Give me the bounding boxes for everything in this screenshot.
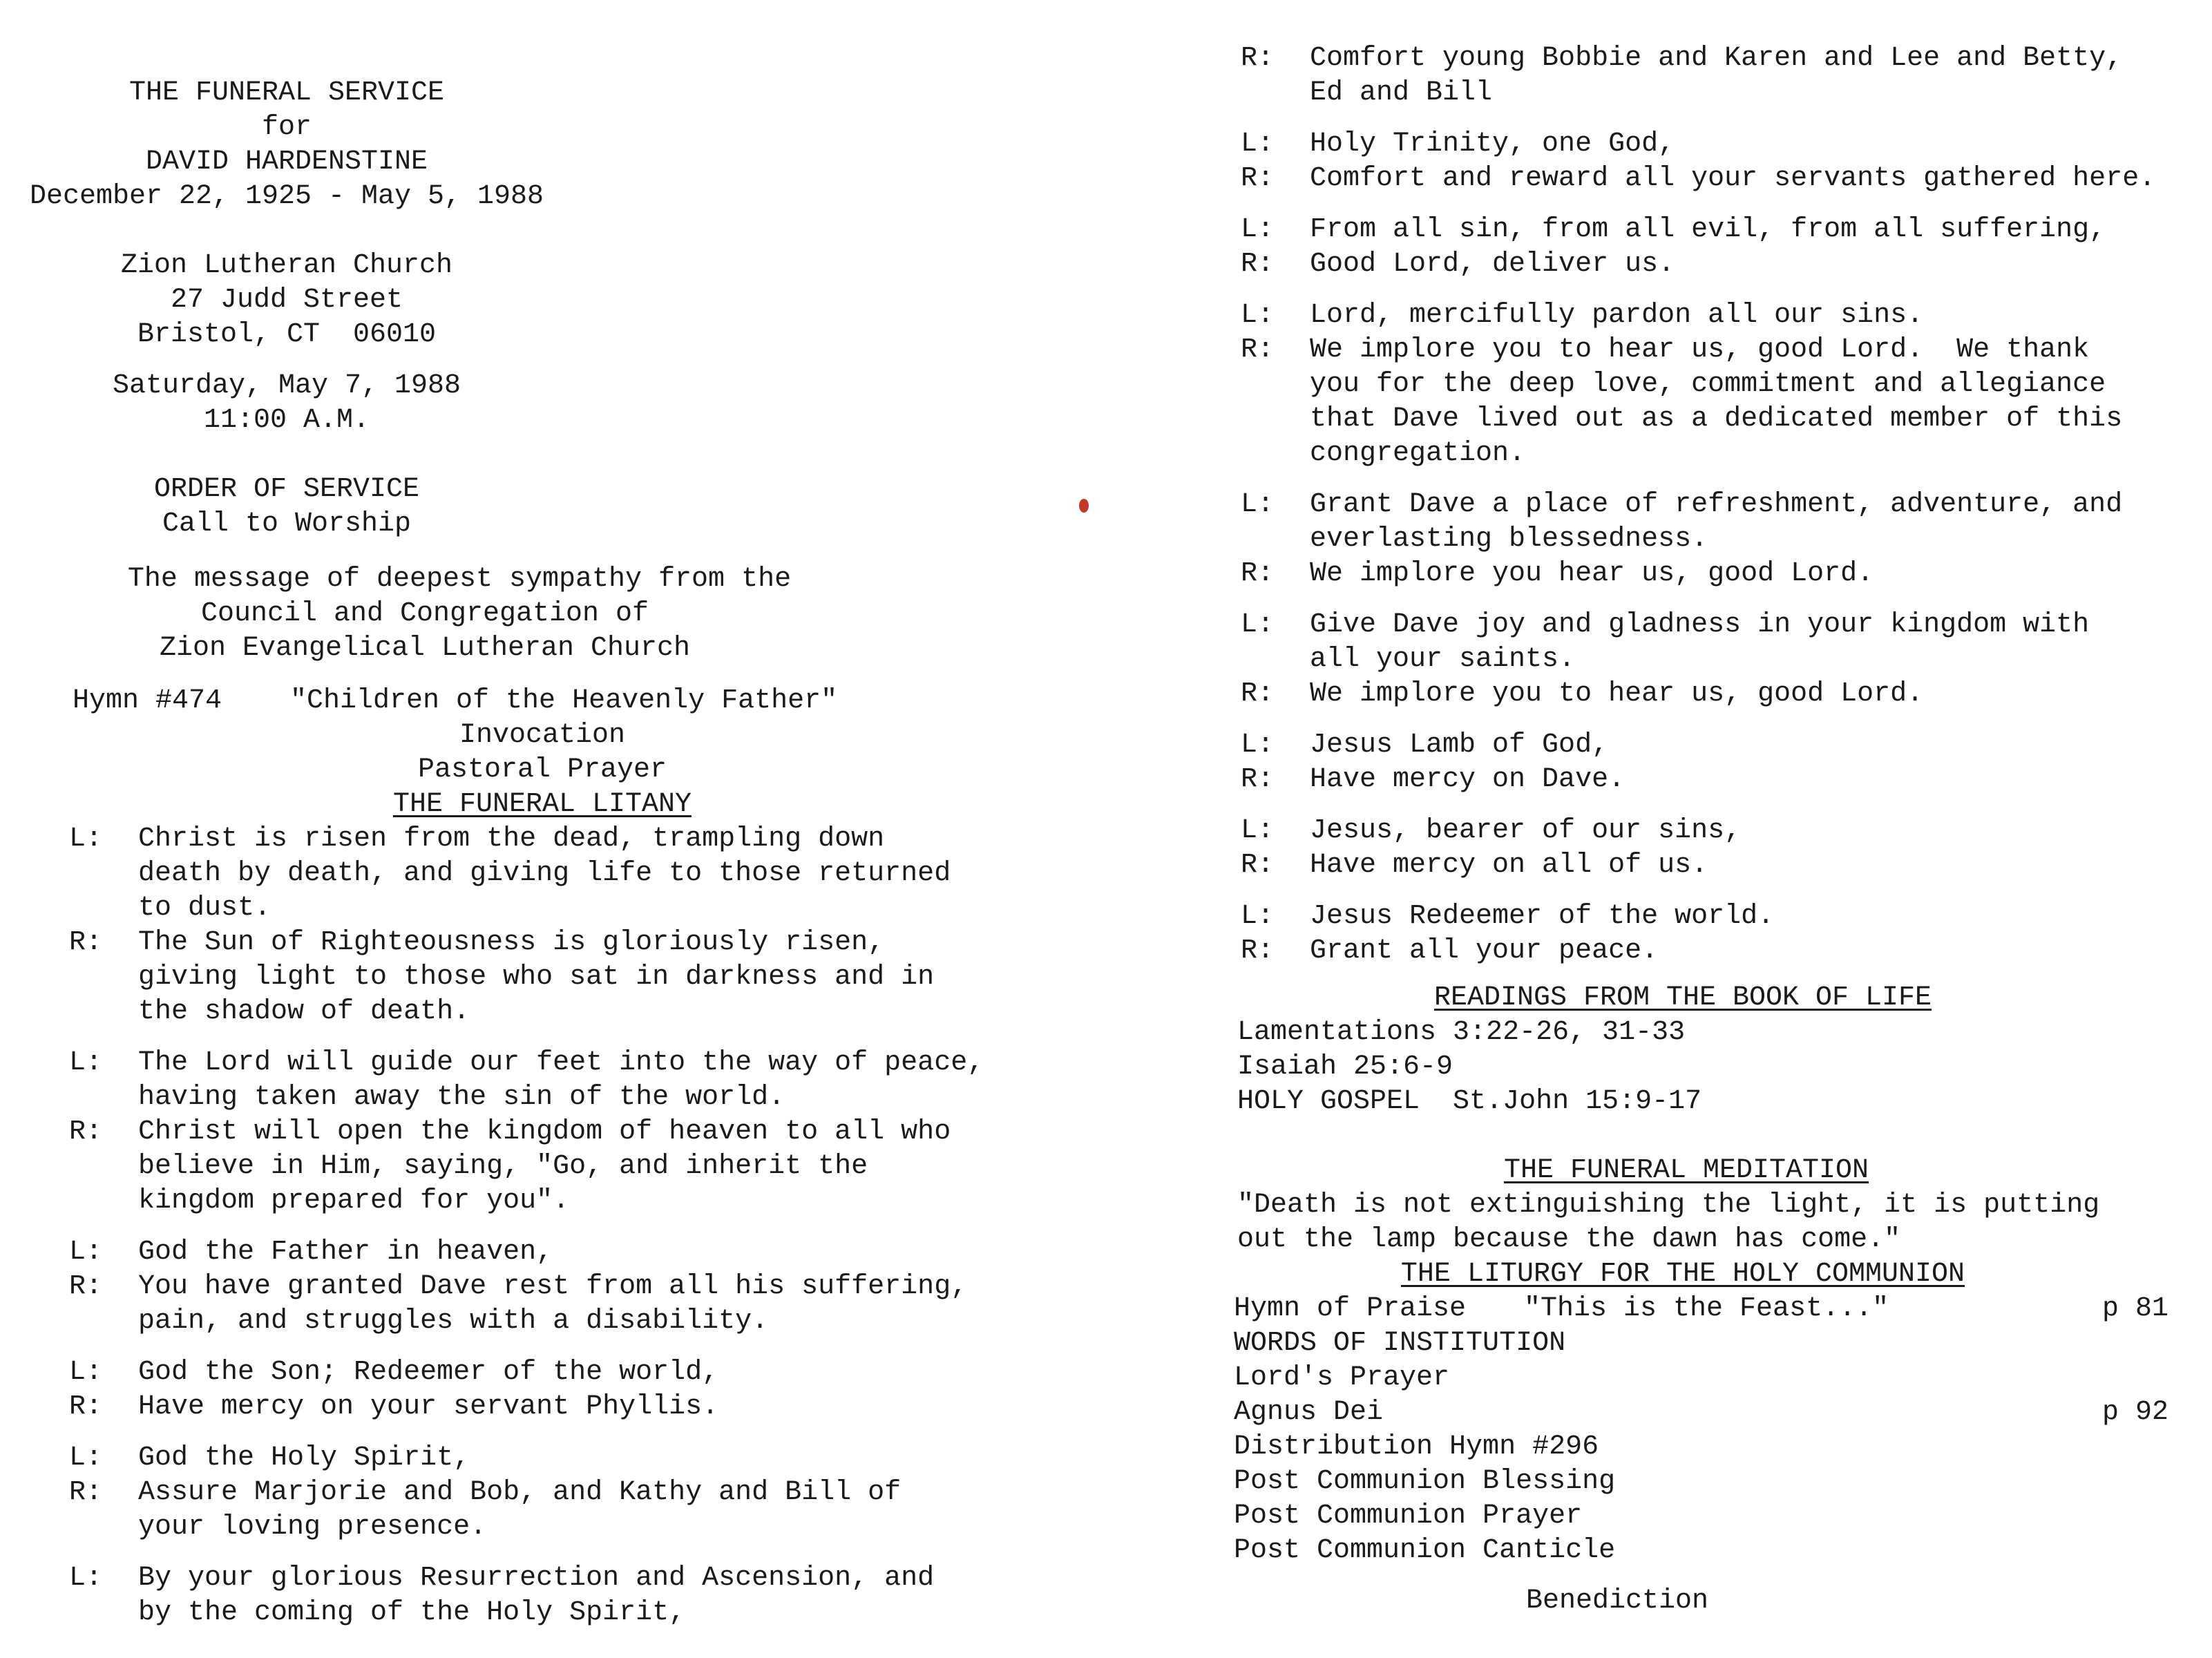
litany-line: We implore you hear us, good Lord. bbox=[1310, 558, 1874, 589]
litany-entry bbox=[1241, 934, 2208, 969]
litany-line: to dust. bbox=[138, 893, 271, 924]
litany-right bbox=[1241, 41, 2208, 969]
litany-line: giving light to those who sat in darkness and in bbox=[138, 962, 935, 993]
church-city: Bristol, CT 06010 bbox=[137, 319, 437, 350]
litany-line: Ed and Bill bbox=[1310, 77, 1493, 108]
speaker-label: R: bbox=[1241, 43, 1275, 74]
speaker-label: L: bbox=[1241, 901, 1275, 932]
litany-line: Christ will open the kingdom of heaven to all who bbox=[138, 1116, 951, 1147]
litany-entry bbox=[69, 1355, 1071, 1390]
service-for: for bbox=[261, 112, 312, 143]
speaker-label: R: bbox=[69, 1391, 103, 1422]
litany-entry bbox=[1241, 162, 2208, 196]
litany-entry bbox=[1241, 333, 2208, 471]
litany-line: Have mercy on your servant Phyllis. bbox=[138, 1391, 719, 1422]
speaker-label: R: bbox=[1241, 334, 1275, 365]
order-of-service bbox=[0, 473, 573, 542]
litany-line: Jesus Lamb of God, bbox=[1310, 730, 1609, 761]
litany-line: From all sin, from all evil, from all suffering, bbox=[1310, 214, 2106, 245]
litany-entry bbox=[69, 926, 1071, 1029]
litany-entry bbox=[1241, 814, 2208, 848]
ink-speck bbox=[1079, 499, 1089, 513]
litany-line: Jesus Redeemer of the world. bbox=[1310, 901, 1775, 932]
speaker-label: R: bbox=[1241, 935, 1275, 966]
speaker-label: R: bbox=[69, 1116, 103, 1147]
post-communion-prayer: Post Communion Prayer bbox=[1234, 1500, 1583, 1532]
reading-item: HOLY GOSPEL St.John 15:9-17 bbox=[1237, 1086, 1702, 1117]
litany-line: the shadow of death. bbox=[138, 996, 470, 1027]
litany-line: Jesus, bearer of our sins, bbox=[1310, 815, 1742, 846]
speaker-label: L: bbox=[1241, 214, 1275, 245]
reading-item: Lamentations 3:22-26, 31-33 bbox=[1237, 1017, 1686, 1048]
litany-entry bbox=[69, 1441, 1071, 1476]
litany-line: your loving presence. bbox=[138, 1512, 487, 1543]
litany-line: Assure Marjorie and Bob, and Kathy and Bill of bbox=[138, 1477, 902, 1508]
invocation: Invocation bbox=[459, 720, 626, 751]
life-dates: December 22, 1925 - May 5, 1988 bbox=[29, 181, 544, 212]
speaker-label: L: bbox=[69, 1047, 103, 1078]
litany-heading-wrap bbox=[0, 788, 1085, 822]
post-communion-blessing: Post Communion Blessing bbox=[1234, 1466, 1616, 1497]
service-title: THE FUNERAL SERVICE bbox=[128, 77, 445, 108]
meditation-quote-line: out the lamp because the dawn has come." bbox=[1237, 1224, 1901, 1255]
communion-heading-wrap bbox=[1234, 1257, 2132, 1292]
litany-line: Good Lord, deliver us. bbox=[1310, 249, 1675, 280]
litany-entry bbox=[69, 1561, 1071, 1630]
litany-line: Comfort and reward all your servants gathered here. bbox=[1310, 163, 2156, 194]
litany-line: The Lord will guide our feet into the way of peace, bbox=[138, 1047, 984, 1078]
litany-entry bbox=[1241, 298, 2208, 333]
speaker-label: L: bbox=[69, 823, 103, 855]
readings-heading: READINGS FROM THE BOOK OF LIFE bbox=[1433, 982, 1932, 1013]
service-datetime bbox=[0, 369, 573, 438]
reading-item: Isaiah 25:6-9 bbox=[1237, 1051, 1453, 1083]
lords-prayer: Lord's Prayer bbox=[1234, 1362, 1450, 1393]
litany-entry bbox=[69, 1235, 1071, 1270]
words-of-institution: WORDS OF INSTITUTION bbox=[1234, 1328, 1566, 1359]
litany-heading: THE FUNERAL LITANY bbox=[392, 789, 692, 820]
speaker-label: L: bbox=[1241, 489, 1275, 520]
litany-line: all your saints. bbox=[1310, 644, 1576, 675]
meditation-quote-line: "Death is not extinguishing the light, it is putting bbox=[1237, 1190, 2100, 1221]
distribution-hymn: Distribution Hymn #296 bbox=[1234, 1431, 1599, 1462]
benediction bbox=[1230, 1584, 2004, 1619]
communion-heading: THE LITURGY FOR THE HOLY COMMUNION bbox=[1400, 1259, 1965, 1290]
litany-line: Grant Dave a place of refreshment, adventure, and bbox=[1310, 489, 2123, 520]
speaker-label: R: bbox=[69, 1271, 103, 1302]
litany-line: God the Son; Redeemer of the world, bbox=[138, 1357, 719, 1388]
litany-line: Christ is risen from the dead, trampling down bbox=[138, 823, 885, 855]
litany-line: Have mercy on all of us. bbox=[1310, 850, 1708, 881]
litany-line: congregation. bbox=[1310, 438, 1526, 469]
church-street: 27 Judd Street bbox=[170, 285, 403, 316]
litany-line: you for the deep love, commitment and allegiance bbox=[1310, 369, 2106, 400]
readings-heading-wrap bbox=[1237, 981, 2128, 1016]
hymn-of-praise-row bbox=[1234, 1292, 2187, 1326]
litany-entry bbox=[1241, 848, 2208, 883]
sympathy-message bbox=[0, 562, 919, 666]
litany-entry bbox=[69, 1390, 1071, 1424]
litany-entry bbox=[69, 1270, 1071, 1339]
speaker-label: L: bbox=[1241, 730, 1275, 761]
litany-line: pain, and struggles with a disability. bbox=[138, 1306, 769, 1337]
pastoral-prayer: Pastoral Prayer bbox=[417, 754, 667, 785]
litany-entry bbox=[69, 1115, 1071, 1219]
litany-line: that Dave lived out as a dedicated member of this bbox=[1310, 403, 2123, 435]
litany-line: Lord, mercifully pardon all our sins. bbox=[1310, 300, 1924, 331]
litany-left bbox=[69, 822, 1071, 1630]
litany-entry bbox=[1241, 763, 2208, 797]
litany-entry bbox=[1241, 677, 2208, 712]
readings-section bbox=[1237, 981, 2135, 1119]
post-communion-canticle: Post Communion Canticle bbox=[1234, 1535, 1616, 1566]
agnus-dei: Agnus Dei bbox=[1234, 1397, 1384, 1428]
litany-line: Comfort young Bobbie and Karen and Lee and Betty, bbox=[1310, 43, 2123, 74]
speaker-label: L: bbox=[1241, 815, 1275, 846]
opening-hymn bbox=[73, 684, 1040, 718]
litany-line: We implore you to hear us, good Lord. We thank bbox=[1310, 334, 2090, 365]
hymn-of-praise-title: "This is the Feast..." bbox=[1524, 1293, 1889, 1324]
litany-entry bbox=[1241, 213, 2208, 247]
litany-line: God the Holy Spirit, bbox=[138, 1442, 470, 1474]
litany-entry bbox=[69, 822, 1071, 926]
hymn-of-praise-label: Hymn of Praise bbox=[1234, 1293, 1467, 1324]
speaker-label: L: bbox=[69, 1357, 103, 1388]
litany-line: kingdom prepared for you". bbox=[138, 1185, 570, 1217]
message-line: Zion Evangelical Lutheran Church bbox=[159, 633, 691, 664]
message-line: Council and Congregation of bbox=[200, 598, 649, 629]
litany-line: We implore you to hear us, good Lord. bbox=[1310, 678, 1924, 709]
litany-line: believe in Him, saying, "Go, and inherit the bbox=[138, 1151, 868, 1182]
speaker-label: R: bbox=[1241, 678, 1275, 709]
hymn-number: Hymn #474 bbox=[73, 685, 222, 716]
speaker-label: R: bbox=[1241, 764, 1275, 795]
agnus-dei-page: p 92 bbox=[2102, 1397, 2169, 1428]
benediction-text: Benediction bbox=[1525, 1585, 1709, 1617]
communion-section bbox=[1234, 1257, 2187, 1568]
litany-line: everlasting blessedness. bbox=[1310, 524, 1708, 555]
meditation-section bbox=[1237, 1154, 2135, 1257]
meditation-heading: THE FUNERAL MEDITATION bbox=[1503, 1155, 1869, 1186]
hymn-of-praise-page: p 81 bbox=[2102, 1293, 2169, 1324]
litany-line: Give Dave joy and gladness in your kingdom with bbox=[1310, 609, 2090, 640]
speaker-label: L: bbox=[69, 1237, 103, 1268]
litany-line: by the coming of the Holy Spirit, bbox=[138, 1597, 686, 1628]
church-name: Zion Lutheran Church bbox=[120, 250, 453, 281]
litany-line: Grant all your peace. bbox=[1310, 935, 1659, 966]
speaker-label: R: bbox=[1241, 850, 1275, 881]
speaker-label: L: bbox=[69, 1563, 103, 1594]
speaker-label: L: bbox=[1241, 128, 1275, 160]
litany-entry bbox=[1241, 557, 2208, 591]
meditation-heading-wrap bbox=[1237, 1154, 2135, 1188]
right-page bbox=[1106, 0, 2212, 1658]
deceased-name: DAVID HARDENSTINE bbox=[145, 146, 428, 178]
litany-entry bbox=[1241, 728, 2208, 763]
message-line: The message of deepest sympathy from the bbox=[127, 564, 792, 595]
call-to-worship: Call to Worship bbox=[162, 508, 412, 540]
litany-entry bbox=[1241, 488, 2208, 557]
order-heading: ORDER OF SERVICE bbox=[153, 474, 420, 505]
litany-entry bbox=[1241, 899, 2208, 934]
litany-entry bbox=[1241, 247, 2208, 282]
prayers bbox=[0, 718, 1085, 822]
speaker-label: L: bbox=[69, 1442, 103, 1474]
speaker-label: R: bbox=[1241, 558, 1275, 589]
hymn-title: "Children of the Heavenly Father" bbox=[290, 685, 838, 716]
service-date: Saturday, May 7, 1988 bbox=[112, 370, 461, 401]
litany-entry bbox=[1241, 608, 2208, 677]
speaker-label: L: bbox=[1241, 300, 1275, 331]
service-header bbox=[0, 76, 573, 214]
litany-entry bbox=[1241, 127, 2208, 162]
litany-line: You have granted Dave rest from all his suffering, bbox=[138, 1271, 968, 1302]
litany-line: Have mercy on Dave. bbox=[1310, 764, 1625, 795]
speaker-label: L: bbox=[1241, 609, 1275, 640]
litany-line: By your glorious Resurrection and Ascension, and bbox=[138, 1563, 935, 1594]
litany-line: God the Father in heaven, bbox=[138, 1237, 553, 1268]
service-time: 11:00 A.M. bbox=[203, 405, 370, 436]
speaker-label: R: bbox=[69, 1477, 103, 1508]
litany-entry bbox=[69, 1046, 1071, 1115]
speaker-label: R: bbox=[1241, 163, 1275, 194]
speaker-label: R: bbox=[1241, 249, 1275, 280]
litany-line: having taken away the sin of the world. bbox=[138, 1082, 785, 1113]
litany-line: The Sun of Righteousness is gloriously risen, bbox=[138, 927, 885, 958]
litany-line: death by death, and giving life to those returned bbox=[138, 858, 951, 889]
litany-entry bbox=[1241, 41, 2208, 111]
litany-entry bbox=[69, 1476, 1071, 1545]
church-address bbox=[0, 249, 573, 352]
speaker-label: R: bbox=[69, 927, 103, 958]
litany-line: Holy Trinity, one God, bbox=[1310, 128, 1675, 160]
